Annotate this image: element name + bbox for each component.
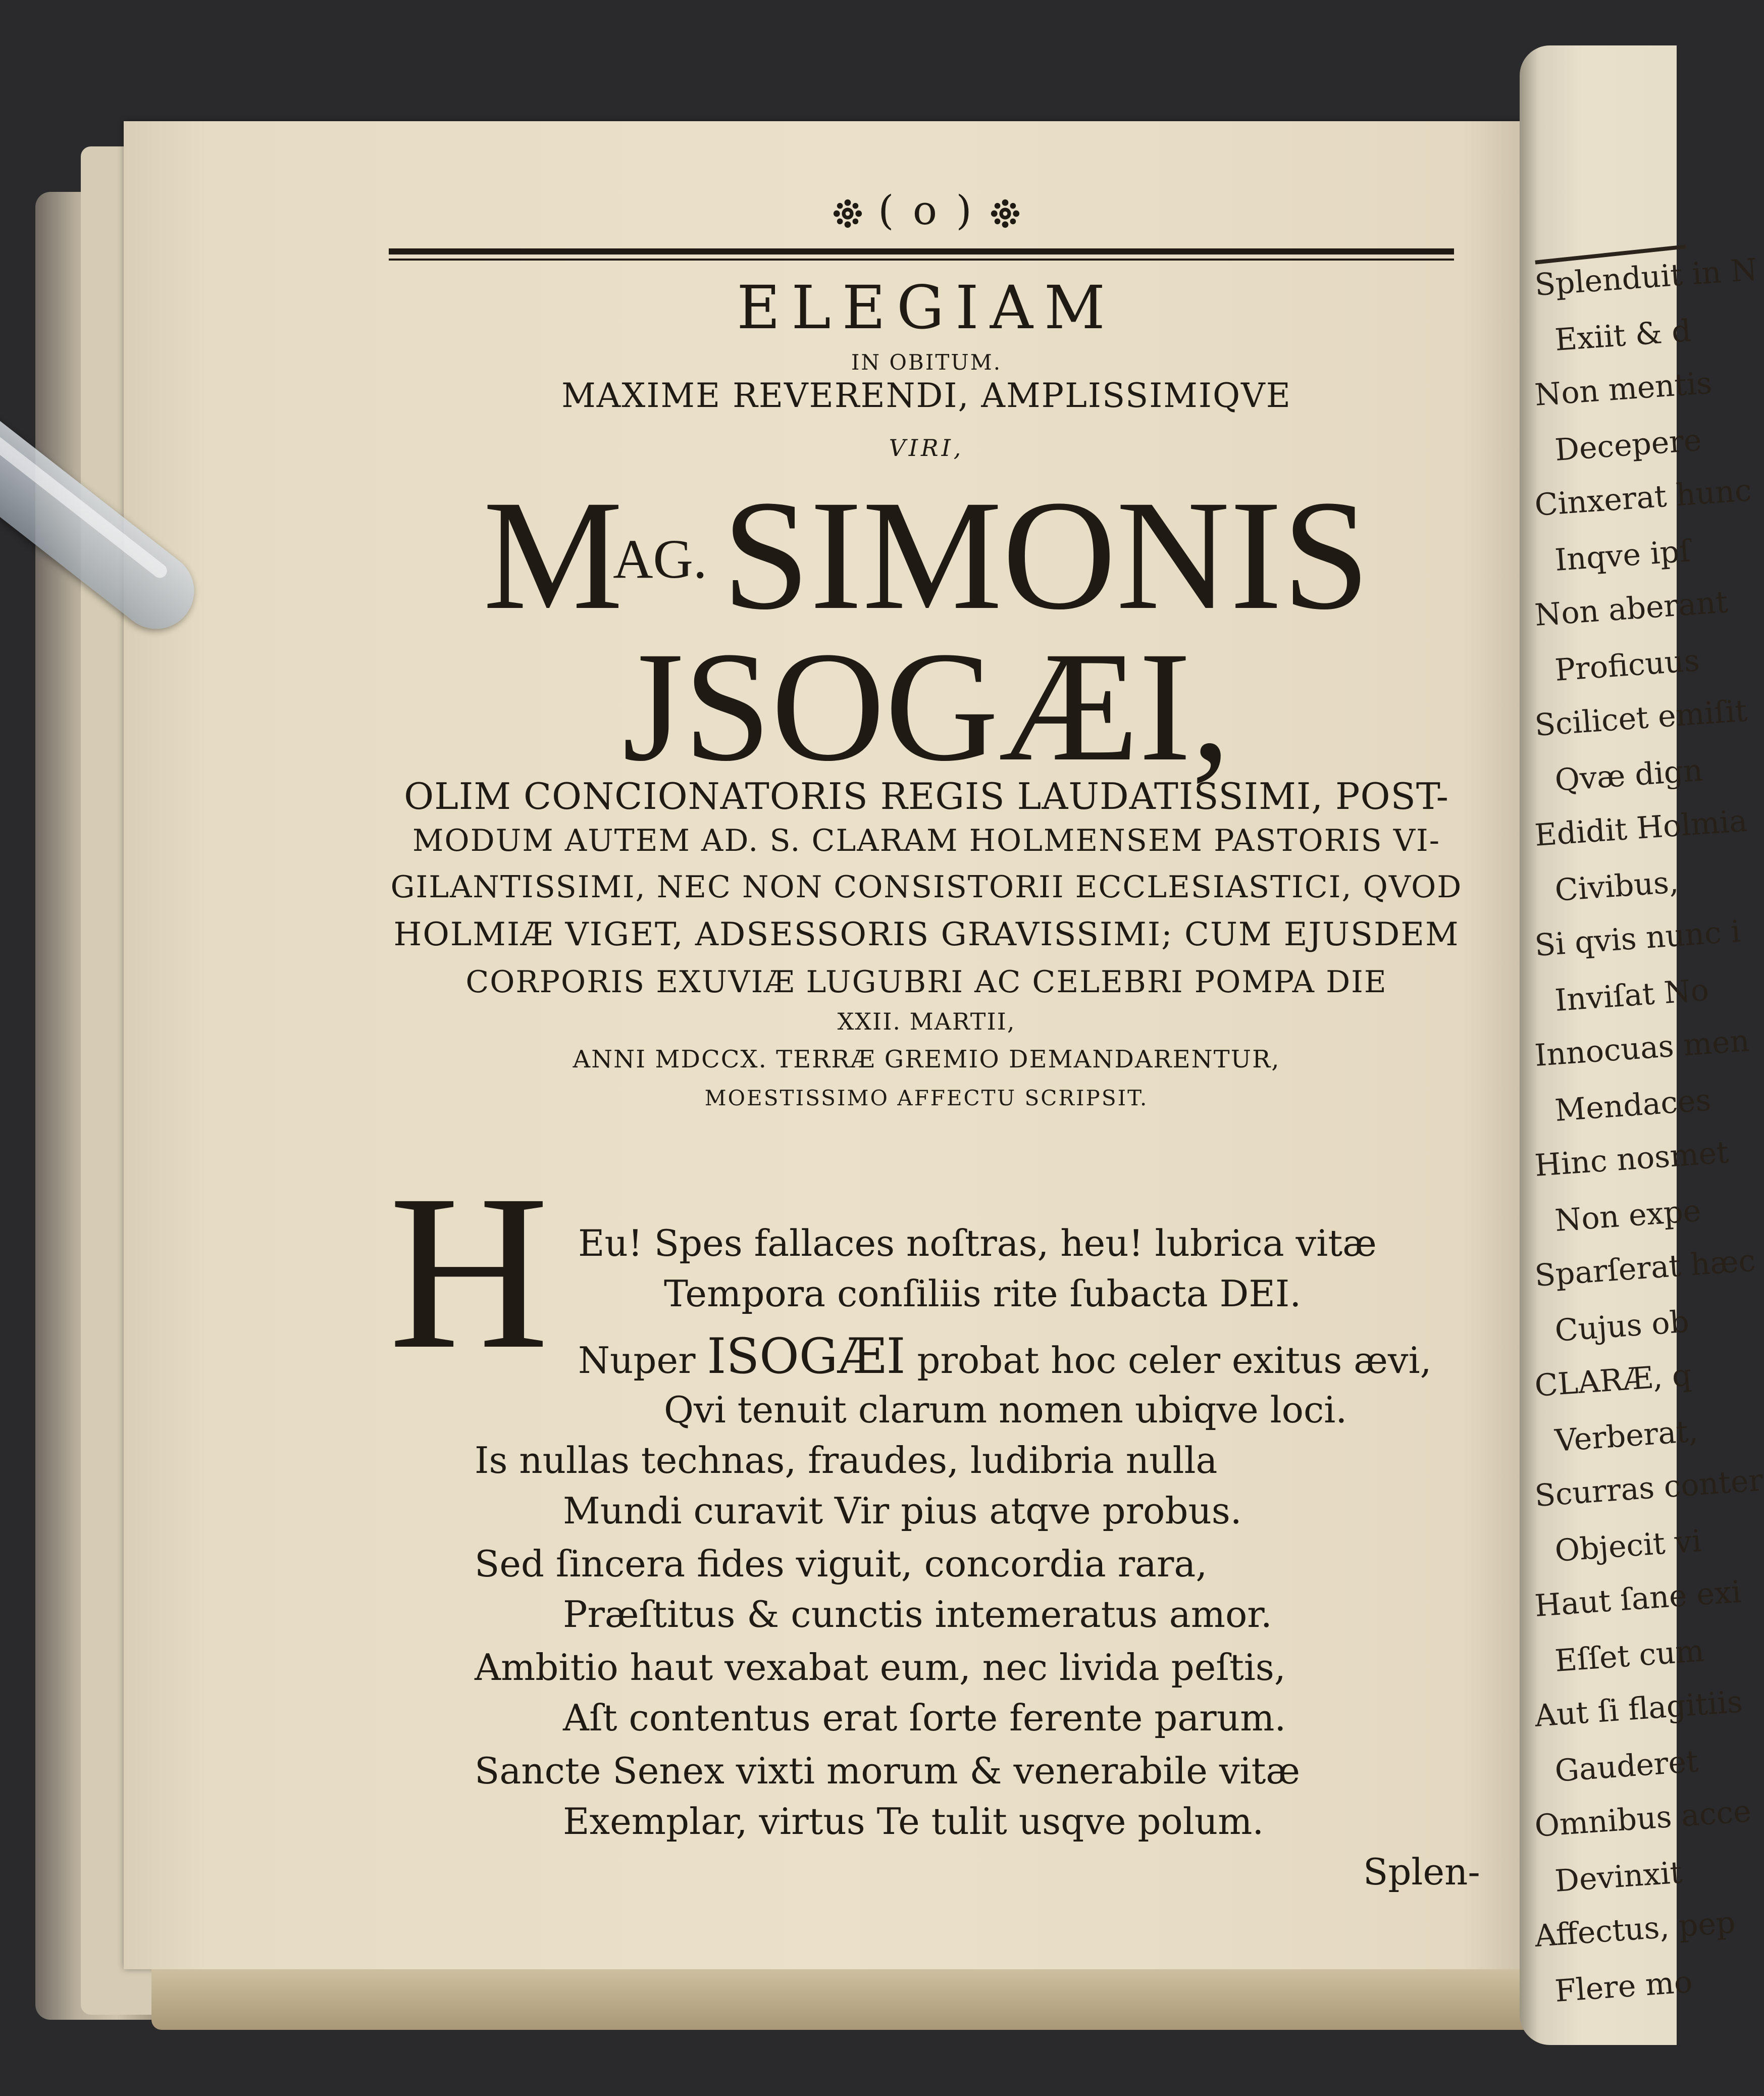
- page-header: [384, 187, 1469, 234]
- verse-line: Aſt contentus erat ſorte ferente parum.: [563, 1697, 1286, 1739]
- facing-page-line: Flere mo: [1553, 1964, 1694, 2009]
- facing-page-line: Omnibus acce: [1533, 1794, 1752, 1844]
- line-anni: ANNI MDCCX. TERRÆ GREMIO DEMANDARENTUR,: [573, 1045, 1280, 1073]
- facing-page-line: Splenduit in N: [1533, 252, 1759, 303]
- name-mag: M: [483, 468, 624, 642]
- facing-page-line: Cujus ob: [1553, 1304, 1690, 1349]
- line-corporis: CORPORIS EXUVIÆ LUGUBRI AC CELEBRI POMPA DIE: [465, 964, 1387, 1000]
- facing-page-line: Affectus, pep: [1533, 1905, 1737, 1954]
- facing-page-line: Scilicet emiſit: [1533, 693, 1749, 743]
- facing-page-line: Civibus,: [1553, 864, 1680, 908]
- subtitle-in-obitum: IN OBITUM.: [851, 350, 1002, 375]
- facing-page-line: Inqve ipſ: [1553, 533, 1692, 578]
- page-number: ( o ): [878, 187, 975, 234]
- facing-page-line: Haut ſane exi: [1533, 1574, 1743, 1624]
- verse-line: Eu! Spes fallaces noſtras, heu! lubrica vitæ: [578, 1222, 1377, 1264]
- header-rule-thick: [389, 248, 1454, 254]
- verse-line: Mundi curavit Vir pius atqve probus.: [563, 1490, 1242, 1532]
- facing-page-line: Si qvis nunc i: [1533, 913, 1742, 963]
- line-modum: MODUM AUTEM AD. S. CLARAM HOLMENSEM PASTORIS VI-: [412, 823, 1441, 858]
- facing-page-line: Inviſat No: [1553, 972, 1710, 1018]
- drop-cap: H: [389, 1149, 549, 1395]
- facing-page-line: Edidit Holmia: [1533, 803, 1749, 853]
- catchword: Splen-: [1363, 1851, 1480, 1893]
- verse-line: Sed ſincera fides viguit, concordia rara,: [475, 1543, 1208, 1585]
- verse-line: Præſtitus & cunctis intemeratus amor.: [563, 1593, 1272, 1635]
- name-mag-small: AG.: [613, 528, 707, 590]
- facing-page-line: Cinxerat hunc: [1533, 473, 1753, 523]
- line-holmiae: HOLMIÆ VIGET, ADSESSORIS GRAVISSIMI; CUM EJUSDEM: [393, 916, 1460, 953]
- title: ELEGIAM: [737, 273, 1116, 342]
- facing-page-line: Innocuas men: [1533, 1023, 1751, 1073]
- line-moestissimo: MOESTISSIMO AFFECTU SCRIPSIT.: [704, 1086, 1149, 1110]
- facing-page-line: Gauderet: [1553, 1744, 1700, 1789]
- verse-line: Sancte Senex vixti morum & venerabile vitæ: [475, 1750, 1301, 1792]
- facing-page-line: Decepere: [1553, 422, 1703, 468]
- line-viri: VIRI,: [889, 434, 964, 462]
- verse-line: Is nullas technas, fraudes, ludibria nulla: [475, 1439, 1218, 1481]
- verse-line: Exemplar, virtus Te tulit usqve polum.: [563, 1800, 1264, 1843]
- facing-page-line: Objecit vi: [1553, 1523, 1703, 1569]
- verse-name-isogaei: ISOGÆI: [707, 1328, 906, 1385]
- facing-page-line: Mendaces: [1553, 1082, 1713, 1129]
- facing-page-line: Hinc nosmet: [1533, 1135, 1730, 1184]
- name-simonis: SIMONIS: [722, 468, 1370, 642]
- facing-page-line: Eſſet cum: [1553, 1633, 1705, 1679]
- facing-page-line: Scurras conter: [1533, 1462, 1764, 1514]
- facing-page-line: Aut ſi flagitiis: [1533, 1684, 1744, 1734]
- line-olim: OLIM CONCIONATORIS REGIS LAUDATISSIMI, POST-: [404, 775, 1449, 817]
- facing-page-line: Verberat,: [1553, 1413, 1699, 1459]
- line-maxime: MAXIME REVERENDI, AMPLISSIMIQVE: [561, 376, 1291, 415]
- facing-page-line: Sparſerat hæc: [1533, 1243, 1757, 1294]
- flower-ornament-icon: [833, 199, 862, 228]
- facing-page-line: Exiit & d: [1553, 313, 1692, 358]
- verse-line: Tempora conſiliis rite ſubacta DEI.: [664, 1272, 1302, 1315]
- line-date: XXII. MARTII,: [837, 1008, 1016, 1035]
- verse-line: Ambitio haut vexabat eum, nec livida peſtis,: [475, 1646, 1286, 1689]
- facing-page-line: Non mentis: [1533, 365, 1714, 413]
- verse-word: Nuper: [578, 1339, 696, 1382]
- verse-line: Qvi tenuit clarum nomen ubiqve loci.: [664, 1389, 1347, 1431]
- facing-page-line: Qvæ dign: [1553, 752, 1704, 798]
- facing-page-line: Non expe: [1553, 1193, 1702, 1239]
- name-isogaei: JSOGÆI,: [622, 620, 1231, 794]
- facing-page-line: Proficuus: [1553, 643, 1701, 688]
- header-rule-thin: [389, 259, 1454, 261]
- facing-page-line: CLARÆ, q: [1533, 1357, 1693, 1404]
- verse-line: [578, 1328, 1432, 1385]
- verse-word: probat hoc celer exitus ævi,: [917, 1339, 1432, 1382]
- line-gilantissimi: GILANTISSIMI, NEC NON CONSISTORII ECCLESIASTICI, QVOD: [390, 870, 1463, 905]
- flower-ornament-icon: [991, 199, 1020, 228]
- facing-page-line: Devinxit: [1553, 1855, 1684, 1899]
- facing-page-line: Non aberant: [1533, 584, 1729, 633]
